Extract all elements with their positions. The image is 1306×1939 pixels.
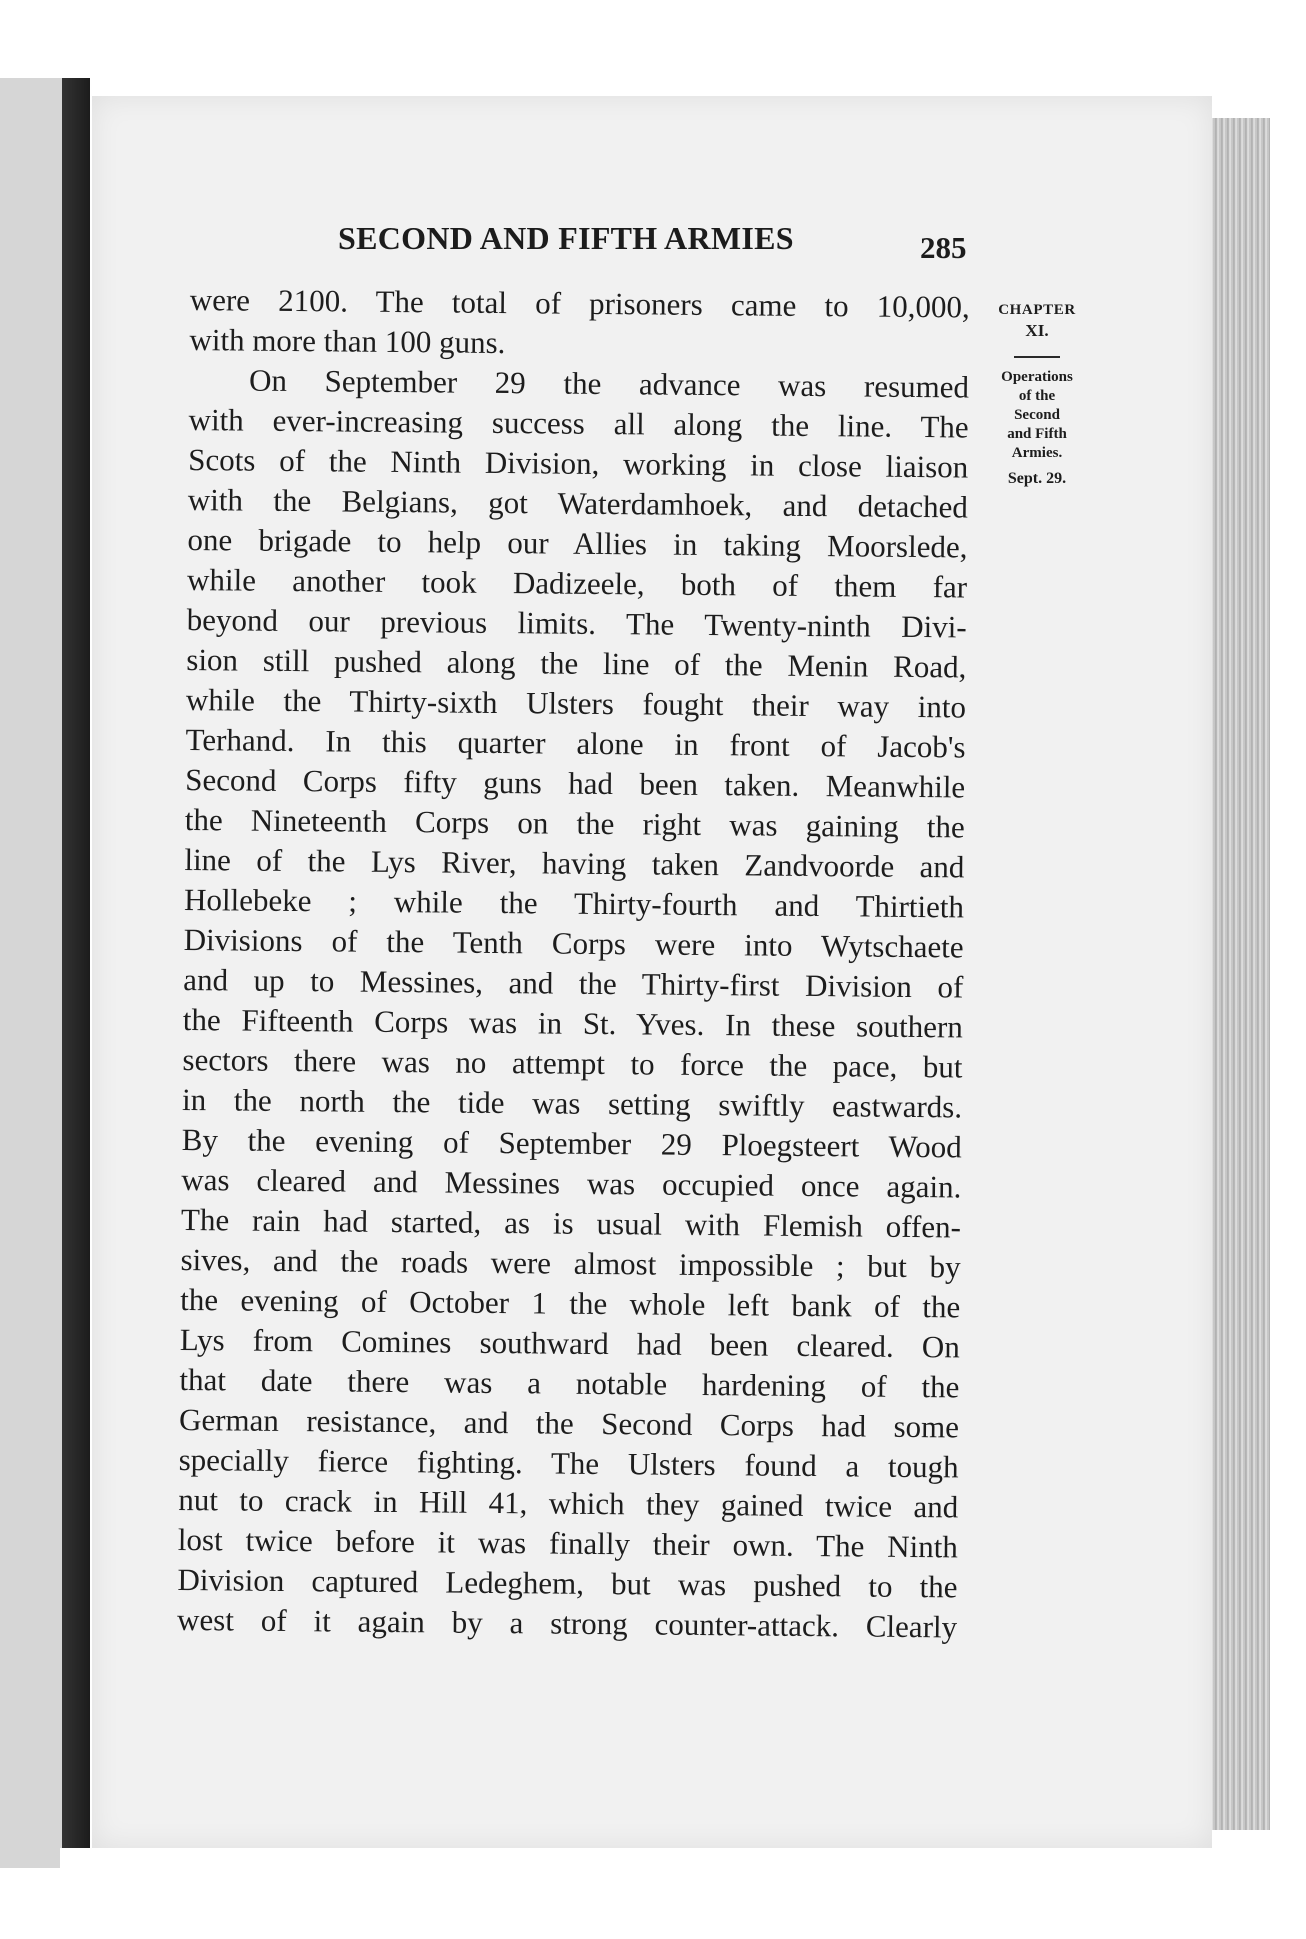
text-line: the evening of October 1 the whole left bank of the [180,1281,961,1325]
margin-note-line: Second [1014,407,1060,423]
text-line: in the north the tide was setting swiftly eastwards. [181,1081,963,1125]
text-line: the Fifteenth Corps was in St. Yves. In these southern [182,1001,964,1045]
text-line: Second Corps fifty guns had been taken. Meanwhile [185,761,966,805]
text-line: beyond our previous limits. The Twenty-ninth Divi- [186,601,967,645]
text-line: lost twice before it was finally their own. The Ninth [177,1521,959,1565]
chapter-label: CHAPTER [998,302,1076,318]
margin-note-line: Armies. [1011,445,1063,461]
margin-note-line: Operations [1001,369,1073,385]
text-line: with ever-increasing success all along the line. The [188,401,969,445]
text-line: were 2100. The total of prisoners came to 10,000, [189,281,970,325]
running-head: SECOND AND FIFTH ARMIES [338,220,794,256]
text-line: Divisions of the Tenth Corps were into Wytschaete [183,921,964,965]
text-line: sectors there was no attempt to force the pace, but [182,1041,963,1085]
margin-date: Sept. 29. [1007,470,1067,487]
text-line: German resistance, and the Second Corps had some [178,1401,960,1445]
text-line: nut to crack in Hill 41, which they gained twice and [178,1481,959,1525]
text-line: and up to Messines, and the Thirty-first Division of [183,961,964,1005]
text-line: Division captured Ledeghem, but was pushed to the [177,1561,958,1605]
margin-note-line: of the [1018,388,1056,404]
text-line: Scots of the Ninth Division, working in close liaison [188,441,969,485]
text-line: sion still pushed along the line of the Menin Road, [186,641,967,685]
text-line: that date there was a notable hardening of the [179,1361,960,1405]
body-text [177,280,970,1647]
text-line: By the evening of September 29 Ploegsteert Wood [181,1121,962,1165]
text-line: the Nineteenth Corps on the right was gaining the [184,801,965,845]
text-line: On September 29 the advance was resumed [248,362,970,405]
text-line: Terhand. In this quarter alone in front of Jacob's [185,721,966,765]
text-line: Lys from Comines southward had been cleared. On [179,1321,960,1365]
text-line: while another took Dadizeele, both of them far [186,561,968,605]
text-line: with more than 100 guns. [189,321,506,361]
text-line: Hollebeke ; while the Thirty-fourth and Thirtieth [183,881,965,925]
text-line: was cleared and Messines was occupied once again. [181,1161,962,1205]
text-line: specially fierce fighting. The Ulsters found a tough [178,1441,959,1485]
page-bottom-margin [60,1848,1280,1939]
text-line: line of the Lys River, having taken Zandvoorde and [184,841,965,885]
text-line: while the Thirty-sixth Ulsters fought their way into [185,681,967,725]
chapter-number: XI. [1025,321,1049,340]
text-line: west of it again by a strong counter-attack. Clearly [176,1601,958,1645]
text-line: The rain had started, as is usual with Flemish offen- [180,1201,962,1245]
margin-rule [1014,356,1060,358]
text-line: with the Belgians, got Waterdamhoek, and detached [187,481,969,525]
text-line: sives, and the roads were almost impossible ; but by [180,1241,961,1285]
page-number: 285 [920,230,967,265]
margin-note-line: and Fifth [1007,426,1067,442]
margin-notes [977,300,1097,491]
left-page-edge [0,78,62,1868]
text-line: one brigade to help our Allies in taking Moorslede, [187,521,968,565]
